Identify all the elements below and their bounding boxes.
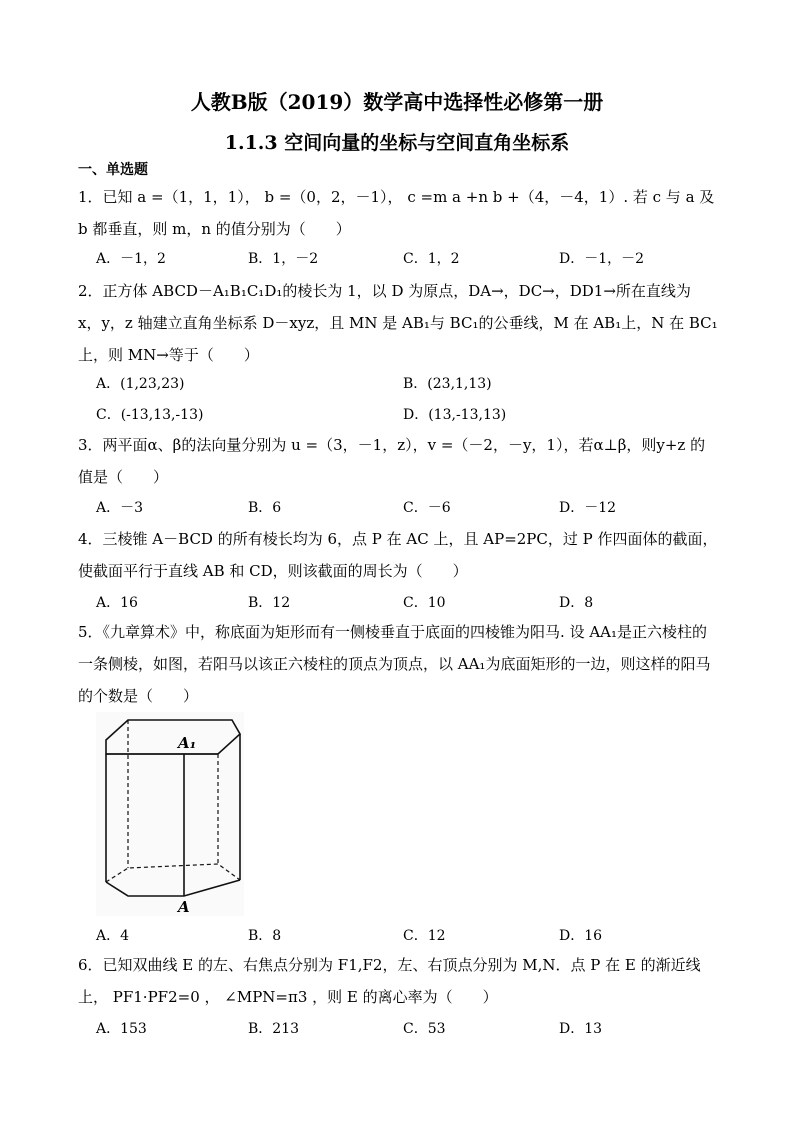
question-5-text: 5．《九章算术》中，称底面为矩形而有一侧棱垂直于底面的四棱锥为阳马. 设 AA₁是正六棱柱的一条侧棱，如图，若阳马以该正六棱柱的顶点为顶点，以 AA₁为底面矩形的一边，则这样的阳马的个数是（ ） [78,623,711,705]
q6-option-d: D．13 [559,1021,603,1037]
question-4-text: 4．三棱锥 A－BCD 的所有棱长均为 6，点 P 在 AC 上，且 AP=2PC，过 P 作四面体的截面，使截面平行于直线 AB 和 CD，则该截面的周长为（ ） [78,530,718,580]
question-3-options [96,497,716,519]
q3-option-b: B．6 [248,500,282,516]
question-2-text: 2．正方体 ABCD－A₁B₁C₁D₁的棱长为 1，以 D 为原点，DA→，DC→，DD1→所在直线为 x，y，z 轴建立直角坐标系 D－xyz，且 MN 是 AB₁与 BC₁的公垂线，M 在 AB₁上，N 在 BC₁上，则 MN→等于（ ） [78,282,718,364]
q4-option-c: C．10 [403,595,446,611]
q2-option-b: B．(23,1,13) [403,376,492,392]
question-3-text: 3．两平面α、β的法向量分别为 u =（3，－1，z），v =（－2，－y，1），若α⊥β，则y+z 的值是（ ） [78,436,706,486]
question-6-text: 6．已知双曲线 E 的左、右焦点分别为 F1,F2，左、右顶点分别为 M,N．点 P 在 E 的渐近线上， PF1·PF2=0 ， ∠MPN=π3 ，则 E 的离心率为（ ） [78,956,701,1006]
q5-option-d: D．16 [559,928,603,944]
q1-option-c: C．1，2 [403,251,460,267]
q1-option-b: B．1，－2 [248,251,319,267]
hexagonal-prism-figure [96,712,244,916]
question-6-options [96,1018,716,1040]
q2-option-c: C．(-13,13,-13) [96,407,204,423]
document-title: 人教B版（2019）数学高中选择性必修第一册 [190,90,604,114]
question-1-text: 1．已知 a =（1，1，1）， b =（0，2，－1）， c =m a +n b +（4，－4，1）. 若 c 与 a 及 b 都垂直，则 m，n 的值分别为（ ） [78,188,715,238]
q3-option-d: D．－12 [559,500,617,516]
q3-option-c: C．－6 [403,500,451,516]
q3-option-a: A．－3 [96,500,144,516]
question-2-options-row2 [96,404,716,426]
label-a1: A₁ [178,734,197,752]
q2-option-d: D．(13,-13,13) [403,407,507,423]
q2-option-a: A．(1,23,23) [96,376,185,392]
q6-option-b: B．213 [248,1021,300,1037]
q4-option-a: A．16 [96,595,138,611]
q4-option-d: D．8 [559,595,594,611]
q6-option-a: A．153 [96,1021,147,1037]
section-heading: 一、单选题 [78,162,148,178]
question-5-options [96,925,716,947]
q1-option-d: D．－1，－2 [559,251,645,267]
q5-option-b: B．8 [248,928,282,944]
q6-option-c: C．53 [403,1021,446,1037]
q5-option-a: A．4 [96,928,130,944]
question-4-options [96,592,716,614]
question-2-options-row1 [96,373,716,395]
q4-option-b: B．12 [248,595,291,611]
question-1-options [96,248,716,270]
q1-option-a: A．－1，2 [96,251,166,267]
label-a: A [178,898,190,916]
q5-option-c: C．12 [403,928,446,944]
document-subtitle: 1.1.3 空间向量的坐标与空间直角坐标系 [224,132,570,154]
